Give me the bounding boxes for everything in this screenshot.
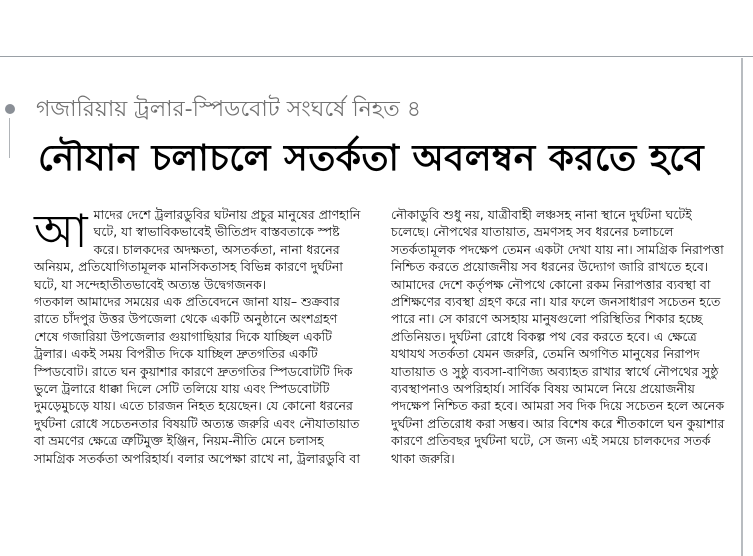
intro-paragraph	[34, 206, 364, 293]
kicker-subheading: গজারিয়ায় ট্রলার-স্পিডবোট সংঘর্ষে নিহত ৪	[36, 97, 422, 122]
headline: নৌযান চলাচলে সতর্কতা অবলম্বন করতে হবে	[38, 138, 705, 179]
clipping-right-edge	[741, 58, 743, 556]
body-paragraph-report: গতকাল আমাদের সময়ের এক প্রতিবেদনে জানা যায়– শুক্রবার রাতে চাঁদপুর উত্তর উপজেলা থেকে একটি অনুষ্ঠানে অংশগ্রহণ শেষে গজারিয়া উপজেলার গুয়াগাছিয়ার দিকে যাচ্ছিল একটি ট্রলার। একই সময় বিপরীত দিকে যাচ্ছিল দ্রুতগতির একটি স্পিডবোট। রাতে ঘন কুয়াশার কারণে দ্রুতগতির স্পিডবোটটি দিক ভুলে ট্রলারে ধাক্কা দিলে সেটি তলিয়ে যায় এবং স্পিডবোটটি দুমড়েমুচড়ে যায়। এতে চারজন নিহত হয়েছেন। যে কোনো ধরনের দুর্ঘটনা রোধে সচেতনতার বিষয়টি অত্যন্ত জরুরি এবং নৌযাতায়াত বা ভ্রমণের ক্ষেত্রে ত্রুটিমুক্ত ইঞ্জিন, নিয়ম-নীতি মেনে চলাসহ সামগ্রিক সতর্কতা অপরিহার্য। বলার অপেক্ষা রাখে না, ট্রলারডুবি বা	[34, 294, 360, 466]
bullet-connector-line	[9, 118, 10, 158]
drop-cap: আ	[34, 204, 88, 258]
left-column	[34, 206, 364, 467]
intro-text: মাদের দেশে ট্রলারডুবির ঘটনায় প্রচুর মানুষের প্রাণহানি ঘটে, যা স্বাভাবিকভাবেই ভীতিপ্রদ বাস্তবতাকে স্পষ্ট করে। চালকদের অদক্ষতা, অসতর্কতা, নানা ধরনের অনিয়ম, প্রতিযোগিতামূলক মানসিকতাসহ বিভিন্ন কারণে দুর্ঘটনা ঘটে, যা সন্দেহাতীতভাবেই অত্যন্ত উদ্বেগজনক।	[34, 207, 361, 292]
top-border-rule	[0, 56, 753, 57]
bullet-dot-icon	[5, 104, 15, 114]
right-column	[391, 206, 727, 467]
body-paragraph-continued: নৌকাডুবি শুধু নয়, যাত্রীবাহী লঞ্চসহ নানা স্থানে দুর্ঘটনা ঘটেই চলেছে। নৌপথের যাতায়াত, ভ্রমণসহ সব ধরনের চলাচলে সতর্কতামূলক পদক্ষেপ তেমন একটা দেখা যায় না। সামগ্রিক নিরাপত্তা নিশ্চিত করতে প্রয়োজনীয় সব ধরনের উদ্যোগ জারি রাখতে হবে। আমাদের দেশে কর্তৃপক্ষ নৌপথে কোনো রকম নিরাপত্তার ব্যবস্থা বা প্রশিক্ষণের ব্যবস্থা গ্রহণ করে না। যার ফলে জনসাধারণ সচেতন হতে পারে না। সে কারণে অসহায় মানুষগুলো পরিস্থিতির শিকার হচ্ছে প্রতিনিয়ত। দুর্ঘটনা রোধে বিকল্প পথ বের করতে হবে। এ ক্ষেত্রে যথাযথ সতর্কতা যেমন জরুরি, তেমনি অগণিত মানুষের নিরাপদ যাতায়াত ও সুষ্ঠু ব্যবসা-বাণিজ্য অব্যাহত রাখার স্বার্থে নৌপথের সুষ্ঠু ব্যবস্থাপনাও অপরিহার্য। সার্বিক বিষয় আমলে নিয়ে প্রয়োজনীয় পদক্ষেপ নিশ্চিত করা হবে। আমরা সব দিক দিয়ে সচেতন হলে অনেক দুর্ঘটনা প্রতিরোধ করা সম্ভব। আর বিশেষ করে শীতকালে ঘন কুয়াশার কারণে প্রতিবছর দুর্ঘটনা ঘটে, সে জন্য এই সময়ে চালকদের সতর্ক থাকা জরুরি।	[391, 207, 725, 466]
